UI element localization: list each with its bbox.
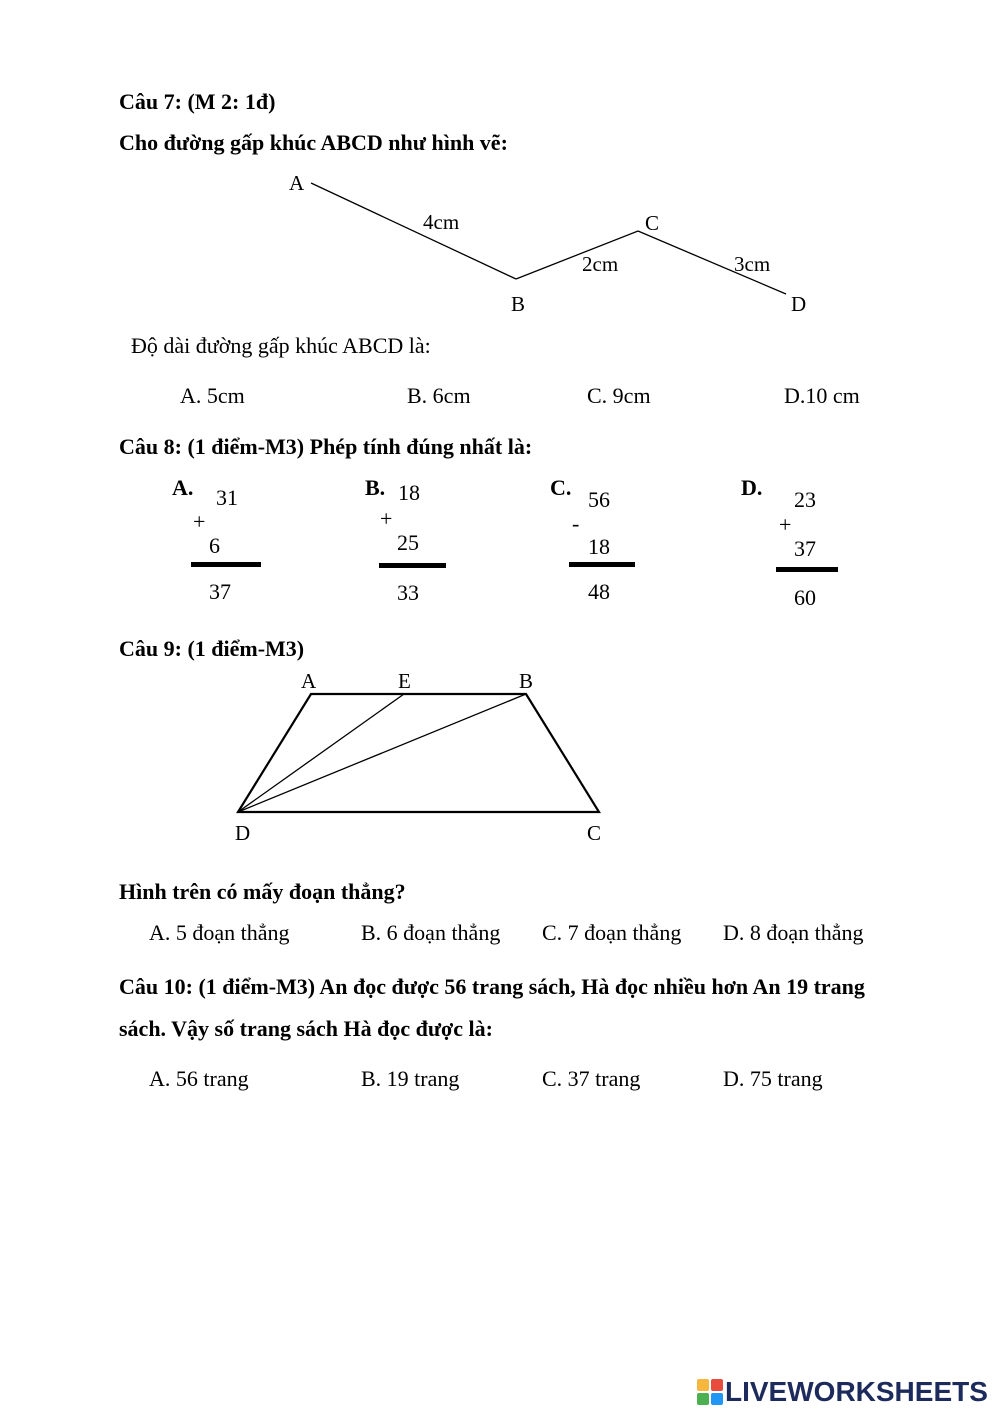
q10-option-a[interactable]: A. 56 trang bbox=[149, 1066, 249, 1091]
point-c-label: C bbox=[645, 211, 660, 235]
trap-point-a-label: A bbox=[301, 669, 317, 693]
segment-bc bbox=[516, 231, 638, 279]
q8-choice-c-bar bbox=[569, 562, 635, 567]
q8-choice-a-result: 37 bbox=[209, 579, 231, 604]
q7-option-d[interactable]: D.10 cm bbox=[784, 383, 860, 408]
q8-choice-a-letter: A. bbox=[172, 475, 194, 500]
q8-choice-d-operator: + bbox=[779, 512, 792, 537]
point-a-label: A bbox=[289, 171, 305, 195]
q7-option-b[interactable]: B. 6cm bbox=[407, 383, 471, 408]
q7-prompt: Cho đường gấp khúc ABCD như hình vẽ: bbox=[119, 130, 508, 155]
q10-option-b[interactable]: B. 19 trang bbox=[361, 1066, 460, 1091]
q9-option-a[interactable]: A. 5 đoạn thẳng bbox=[149, 920, 290, 945]
polyline-abcd-figure bbox=[289, 171, 806, 316]
segment-db bbox=[238, 694, 526, 812]
q7-option-a[interactable]: A. 5cm bbox=[180, 383, 245, 408]
q8-choice-d-result: 60 bbox=[794, 585, 816, 610]
segment-ab-length: 4cm bbox=[423, 210, 460, 234]
q9-title: Câu 9: (1 điểm-M3) bbox=[119, 636, 305, 661]
q8-choice-c-bottom: 18 bbox=[588, 534, 610, 559]
q8-choice-b-letter: B. bbox=[365, 475, 386, 500]
q10-option-c[interactable]: C. 37 trang bbox=[542, 1066, 641, 1091]
q10-line2: sách. Vậy số trang sách Hà đọc được là: bbox=[119, 1016, 493, 1041]
q8-choice-c-top: 56 bbox=[588, 487, 610, 512]
liveworksheets-brand: LIVEWORKSHEETS bbox=[725, 1376, 988, 1407]
segment-de bbox=[238, 694, 404, 812]
q8-choice-b-result: 33 bbox=[397, 580, 419, 605]
q8-choice-c-result: 48 bbox=[588, 579, 610, 604]
q8-choice-a-top: 31 bbox=[216, 485, 238, 510]
q8-choice-b-operator: + bbox=[380, 506, 393, 531]
segment-cd-length: 3cm bbox=[734, 252, 771, 276]
trapezoid-figure bbox=[235, 669, 601, 845]
q7-title: Câu 7: (M 2: 1đ) bbox=[119, 89, 276, 114]
trap-point-d-label: D bbox=[235, 821, 251, 845]
trap-point-e-label: E bbox=[398, 669, 411, 693]
q9-option-d[interactable]: D. 8 đoạn thẳng bbox=[723, 920, 864, 945]
q8-choice-b-bottom: 25 bbox=[397, 530, 419, 555]
point-b-label: B bbox=[511, 292, 526, 316]
q8-choice-a-operator: + bbox=[193, 509, 206, 534]
q8-choice-d-bottom: 37 bbox=[794, 536, 816, 561]
q8-choice-c-letter: C. bbox=[550, 475, 572, 500]
q8-choice-a-bar bbox=[191, 562, 261, 567]
q8-choice-a-bottom: 6 bbox=[209, 533, 220, 558]
q8-choice-c-operator: - bbox=[572, 511, 580, 536]
q7-option-c[interactable]: C. 9cm bbox=[587, 383, 651, 408]
segment-ab bbox=[311, 183, 516, 279]
q8-choice-d-bar bbox=[776, 567, 838, 572]
liveworksheets-logo-icon bbox=[697, 1379, 723, 1405]
q9-question: Hình trên có mấy đoạn thẳng? bbox=[119, 879, 406, 904]
trap-point-b-label: B bbox=[519, 669, 534, 693]
q8-choice-b-bar bbox=[379, 563, 446, 568]
segment-bc-length: 2cm bbox=[582, 252, 619, 276]
trapezoid-outline bbox=[238, 694, 599, 812]
q9-option-c[interactable]: C. 7 đoạn thẳng bbox=[542, 920, 682, 945]
q8-choice-d-letter: D. bbox=[741, 475, 763, 500]
trap-point-c-label: C bbox=[587, 821, 602, 845]
q8-choice-d-top: 23 bbox=[794, 487, 816, 512]
q9-option-b[interactable]: B. 6 đoạn thẳng bbox=[361, 920, 501, 945]
q10-line1: Câu 10: (1 điểm-M3) An đọc được 56 trang sách, Hà đọc nhiều hơn An 19 trang bbox=[119, 974, 865, 999]
q8-choice-b-top: 18 bbox=[398, 480, 420, 505]
liveworksheets-logo bbox=[697, 1376, 988, 1408]
point-d-label: D bbox=[791, 292, 807, 316]
q10-option-d[interactable]: D. 75 trang bbox=[723, 1066, 823, 1091]
q8-title: Câu 8: (1 điểm-M3) Phép tính đúng nhất là: bbox=[119, 434, 533, 459]
q7-question: Độ dài đường gấp khúc ABCD là: bbox=[131, 333, 431, 358]
